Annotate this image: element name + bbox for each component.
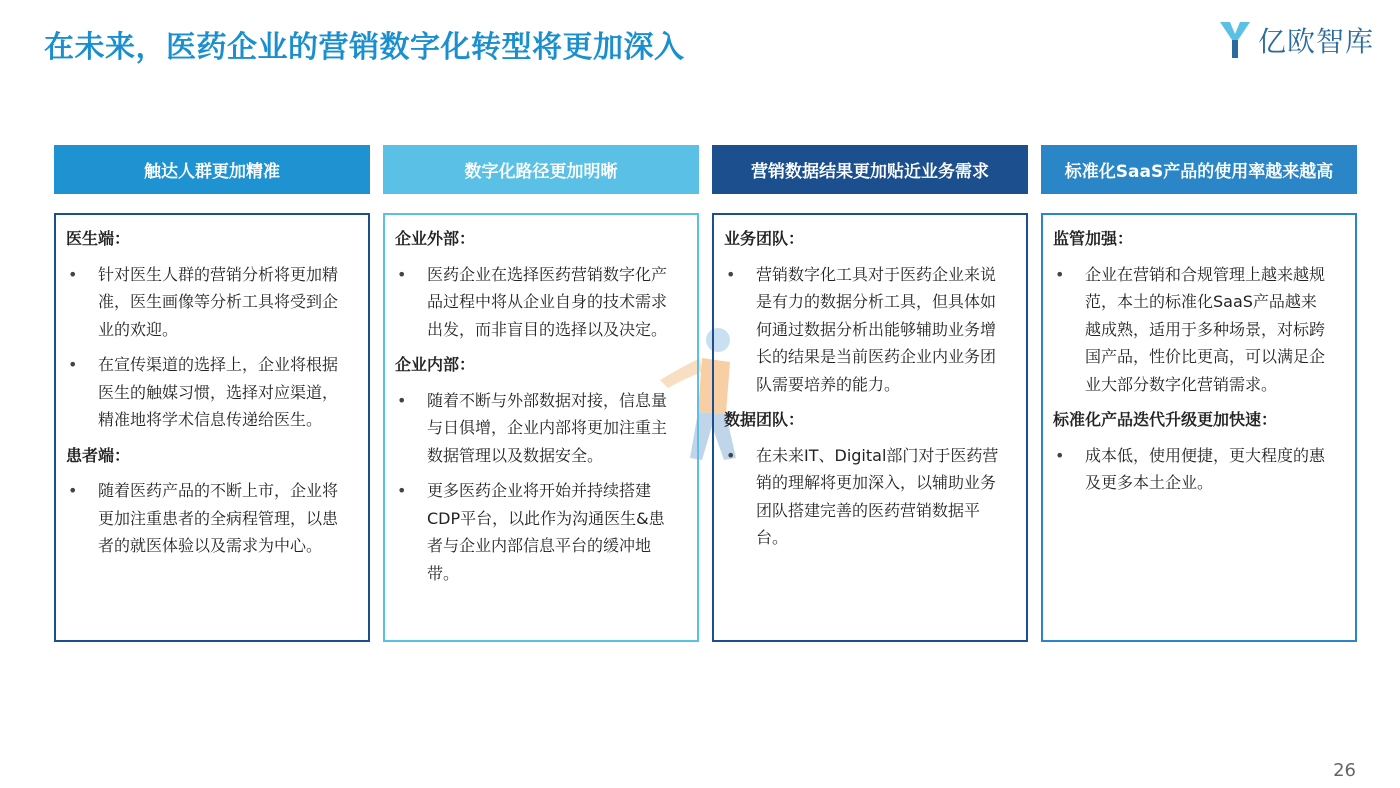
bullet-dot-icon: • — [68, 481, 78, 500]
bullet-item — [1053, 261, 1345, 399]
column-header: 营销数据结果更加贴近业务需求 — [712, 145, 1028, 194]
bullet-text: 随着不断与外部数据对接，信息量与日俱增，企业内部将更加注重主数据管理以及数据安全。 — [427, 390, 668, 465]
logo — [1218, 20, 1374, 60]
column-header: 数字化路径更加明晰 — [383, 145, 699, 194]
logo-text: 亿欧智库 — [1258, 25, 1375, 58]
section-title: 业务团队： — [724, 229, 805, 248]
column-2 — [383, 145, 699, 583]
page-number: 26 — [1333, 760, 1356, 781]
bullet-text: 企业在营销和合规管理上越来越规范，本土的标准化SaaS产品越来越成熟，适用于多种场景，对标跨国产品，性价比更高，可以满足企业大部分数字化营销需求。 — [1085, 264, 1326, 394]
section-title: 患者端： — [66, 445, 131, 465]
column-box — [383, 213, 699, 642]
bullet-text: 随着医药产品的不断上市，企业将更加注重患者的全病程管理，以患者的就医体验以及需求为中心。 — [98, 481, 339, 555]
bullet-dot-icon: • — [1055, 445, 1065, 465]
bullet-text: 更多医药企业将开始并持续搭建CDP平台，以此作为沟通医生&患者与企业内部信息平台的缓冲地带。 — [427, 481, 665, 583]
bullet-dot-icon: • — [68, 264, 78, 284]
bullet-item — [724, 261, 1016, 399]
section-title: 标准化产品迭代升级更加快速： — [1053, 410, 1278, 429]
bullet-dot-icon: • — [397, 481, 407, 500]
yiou-logo-icon — [1218, 20, 1252, 60]
section-title: 企业外部： — [395, 229, 476, 248]
column-box — [1041, 213, 1357, 642]
section-title: 企业内部： — [395, 355, 476, 374]
page-title: 在未来，医药企业的营销数字化转型将更加深入 — [44, 30, 685, 65]
bullet-dot-icon: • — [1055, 264, 1065, 284]
bullet-dot-icon: • — [397, 390, 407, 410]
section-title: 监管加强： — [1053, 229, 1134, 248]
column-1 — [54, 145, 370, 555]
section-title: 医生端： — [66, 229, 131, 248]
bullet-item — [66, 477, 358, 560]
column-4 — [1041, 145, 1357, 492]
bullet-dot-icon: • — [68, 355, 78, 374]
column-content — [385, 215, 697, 587]
bullet-item — [66, 261, 358, 344]
bullet-item — [724, 442, 1016, 552]
bullet-item — [395, 387, 687, 470]
bullet-item — [395, 477, 687, 587]
bullet-item — [395, 261, 687, 344]
bullet-text: 医药企业在选择医药营销数字化产品过程中将从企业自身的技术需求出发，而非盲目的选择以及决定。 — [427, 264, 668, 339]
section-title: 数据团队： — [724, 410, 805, 429]
column-content — [714, 215, 1026, 552]
column-header: 触达人群更加精准 — [54, 145, 370, 194]
bullet-item — [66, 351, 358, 434]
column-box — [54, 213, 370, 642]
column-content — [56, 215, 368, 560]
bullet-text: 针对医生人群的营销分析将更加精准，医生画像等分析工具将受到企业的欢迎。 — [98, 264, 339, 339]
column-3 — [712, 145, 1028, 547]
bullet-dot-icon: • — [726, 445, 736, 465]
column-content — [1043, 215, 1355, 497]
column-header: 标准化SaaS产品的使用率越来越高 — [1041, 145, 1357, 194]
column-box — [712, 213, 1028, 642]
bullet-text: 在宣传渠道的选择上，企业将根据医生的触媒习惯，选择对应渠道，精准地将学术信息传递给医生。 — [98, 355, 339, 429]
bullet-item — [1053, 442, 1345, 497]
bullet-dot-icon: • — [397, 264, 407, 284]
bullet-text: 在未来IT、Digital部门对于医药营销的理解将更加深入，以辅助业务团队搭建完善的医药营销数据平台。 — [756, 445, 999, 547]
bullet-text: 成本低，使用便捷，更大程度的惠及更多本土企业。 — [1085, 445, 1326, 492]
bullet-text: 营销数字化工具对于医药企业来说是有力的数据分析工具，但具体如何通过数据分析出能够辅助业务增长的结果是当前医药企业内业务团队需要培养的能力。 — [756, 264, 997, 394]
bullet-dot-icon: • — [726, 264, 736, 284]
